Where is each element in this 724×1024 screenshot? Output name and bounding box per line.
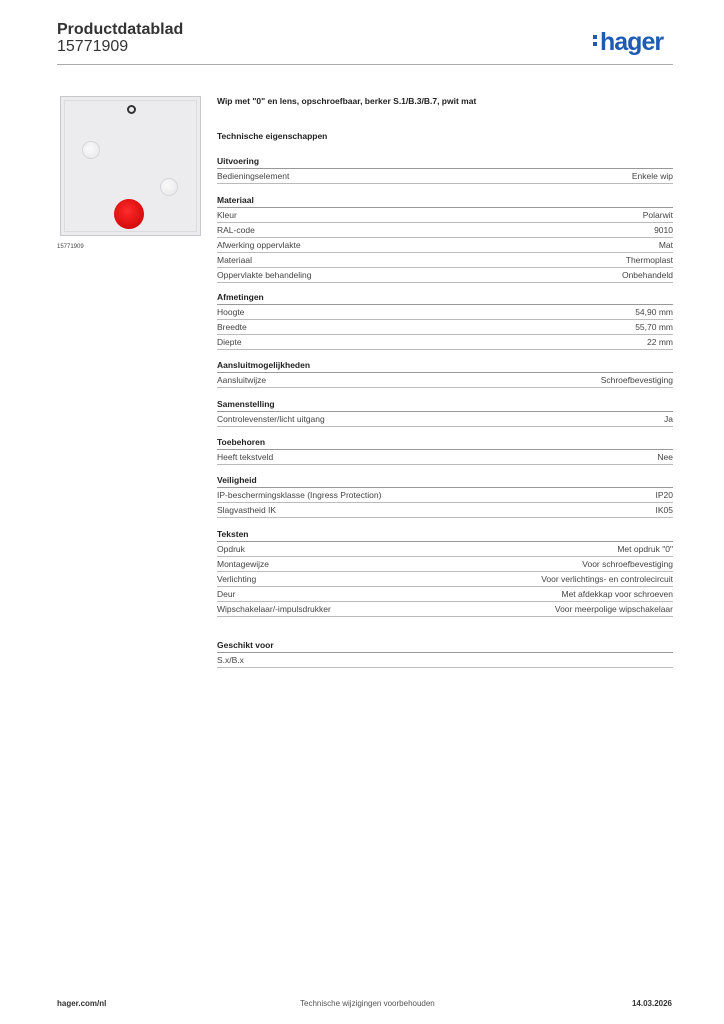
spec-row [217,320,673,335]
spec-row [217,373,673,388]
spec-row [217,253,673,268]
spec-row [217,412,673,427]
spec-group-toebehoren [217,435,673,465]
spec-row [217,557,673,572]
screw-cap-icon [160,178,178,196]
group-title: Aansluitmogelijkheden [217,358,673,373]
spec-value: Schroefbevestiging [600,375,673,385]
spec-value: Enkele wip [631,171,673,181]
footer-website-link[interactable]: hager.com/nl [57,999,107,1008]
spec-value: Onbehandeld [621,270,673,280]
spec-value: Voor verlichtings- en controlecircuit [541,574,673,584]
red-lens-icon [114,199,144,229]
logo-dots-icon [593,35,598,49]
spec-group-materiaal [217,193,673,283]
spec-label: Verlichting [217,574,257,584]
footer-note: Technische wijzigingen voorbehouden [300,999,435,1008]
group-title: Uitvoering [217,154,673,169]
image-caption: 15771909 [57,244,84,250]
spec-row [217,488,673,503]
spec-group-geschikt-voor [217,638,673,668]
spec-label: Montagewijze [217,559,269,569]
spec-row [217,268,673,283]
spec-value: Met afdekkap voor schroeven [561,589,673,599]
spec-group-uitvoering [217,154,673,184]
spec-label: Bedieningselement [217,171,290,181]
spec-value: Mat [658,240,673,250]
spec-row [217,335,673,350]
spec-row [217,238,673,253]
spec-row [217,223,673,238]
spec-label: Materiaal [217,255,252,265]
spec-label: Diepte [217,337,242,347]
spec-label: Oppervlakte behandeling [217,270,312,280]
spec-row [217,587,673,602]
zero-symbol-icon [127,105,136,114]
spec-group-samenstelling [217,397,673,427]
spec-row [217,653,673,668]
spec-row [217,450,673,465]
group-title: Toebehoren [217,435,673,450]
spec-group-veiligheid [217,473,673,518]
spec-group-teksten [217,527,673,617]
spec-label: Breedte [217,322,247,332]
spec-group-aansluitmogelijkheden [217,358,673,388]
product-description: Wip met "0" en lens, opschroefbaar, berker S.1/B.3/B.7, pwit mat [217,96,477,106]
spec-value: Ja [664,414,673,424]
screw-cap-icon [82,141,100,159]
spec-label: Wipschakelaar/-impulsdrukker [217,604,331,614]
spec-label: Aansluitwijze [217,375,267,385]
spec-value: Met opdruk "0" [617,544,673,554]
spec-label: Controlevenster/licht uitgang [217,414,325,424]
spec-label: IP-beschermingsklasse (Ingress Protection) [217,490,382,500]
group-title: Veiligheid [217,473,673,488]
spec-label: Opdruk [217,544,245,554]
spec-label: Deur [217,589,236,599]
group-title: Teksten [217,527,673,542]
spec-row [217,542,673,557]
hager-logo[interactable] [593,28,663,57]
spec-label: RAL-code [217,225,255,235]
spec-row [217,305,673,320]
logo-text: hager [600,28,664,56]
header-divider [57,64,673,65]
spec-value: IP20 [655,490,673,500]
spec-value: 9010 [654,225,673,235]
spec-value: 22 mm [647,337,673,347]
group-title: Samenstelling [217,397,673,412]
spec-row [217,602,673,617]
document-title: Productdatablad [57,21,184,38]
spec-row [217,208,673,223]
spec-label: Kleur [217,210,237,220]
spec-label: S.x/B.x [217,655,244,665]
spec-row [217,169,673,184]
group-title: Materiaal [217,193,673,208]
spec-row [217,503,673,518]
footer-date: 14.03.2026 [631,999,672,1008]
spec-label: Heeft tekstveld [217,452,274,462]
group-title: Geschikt voor [217,638,673,653]
spec-value: Voor schroefbevestiging [582,559,673,569]
spec-value: IK05 [655,505,673,515]
spec-value: Nee [657,452,673,462]
spec-row [217,572,673,587]
spec-value: 55,70 mm [635,322,673,332]
spec-label: Afwerking oppervlakte [217,240,301,250]
spec-value: Voor meerpolige wipschakelaar [554,604,673,614]
spec-group-afmetingen [217,290,673,350]
spec-value: 54,90 mm [635,307,673,317]
section-title: Technische eigenschappen [217,131,328,141]
spec-label: Slagvastheid IK [217,505,277,515]
spec-label: Hoogte [217,307,245,317]
product-number: 15771909 [57,38,129,55]
spec-value: Polarwit [642,210,673,220]
group-title: Afmetingen [217,290,673,305]
spec-value: Thermoplast [625,255,673,265]
